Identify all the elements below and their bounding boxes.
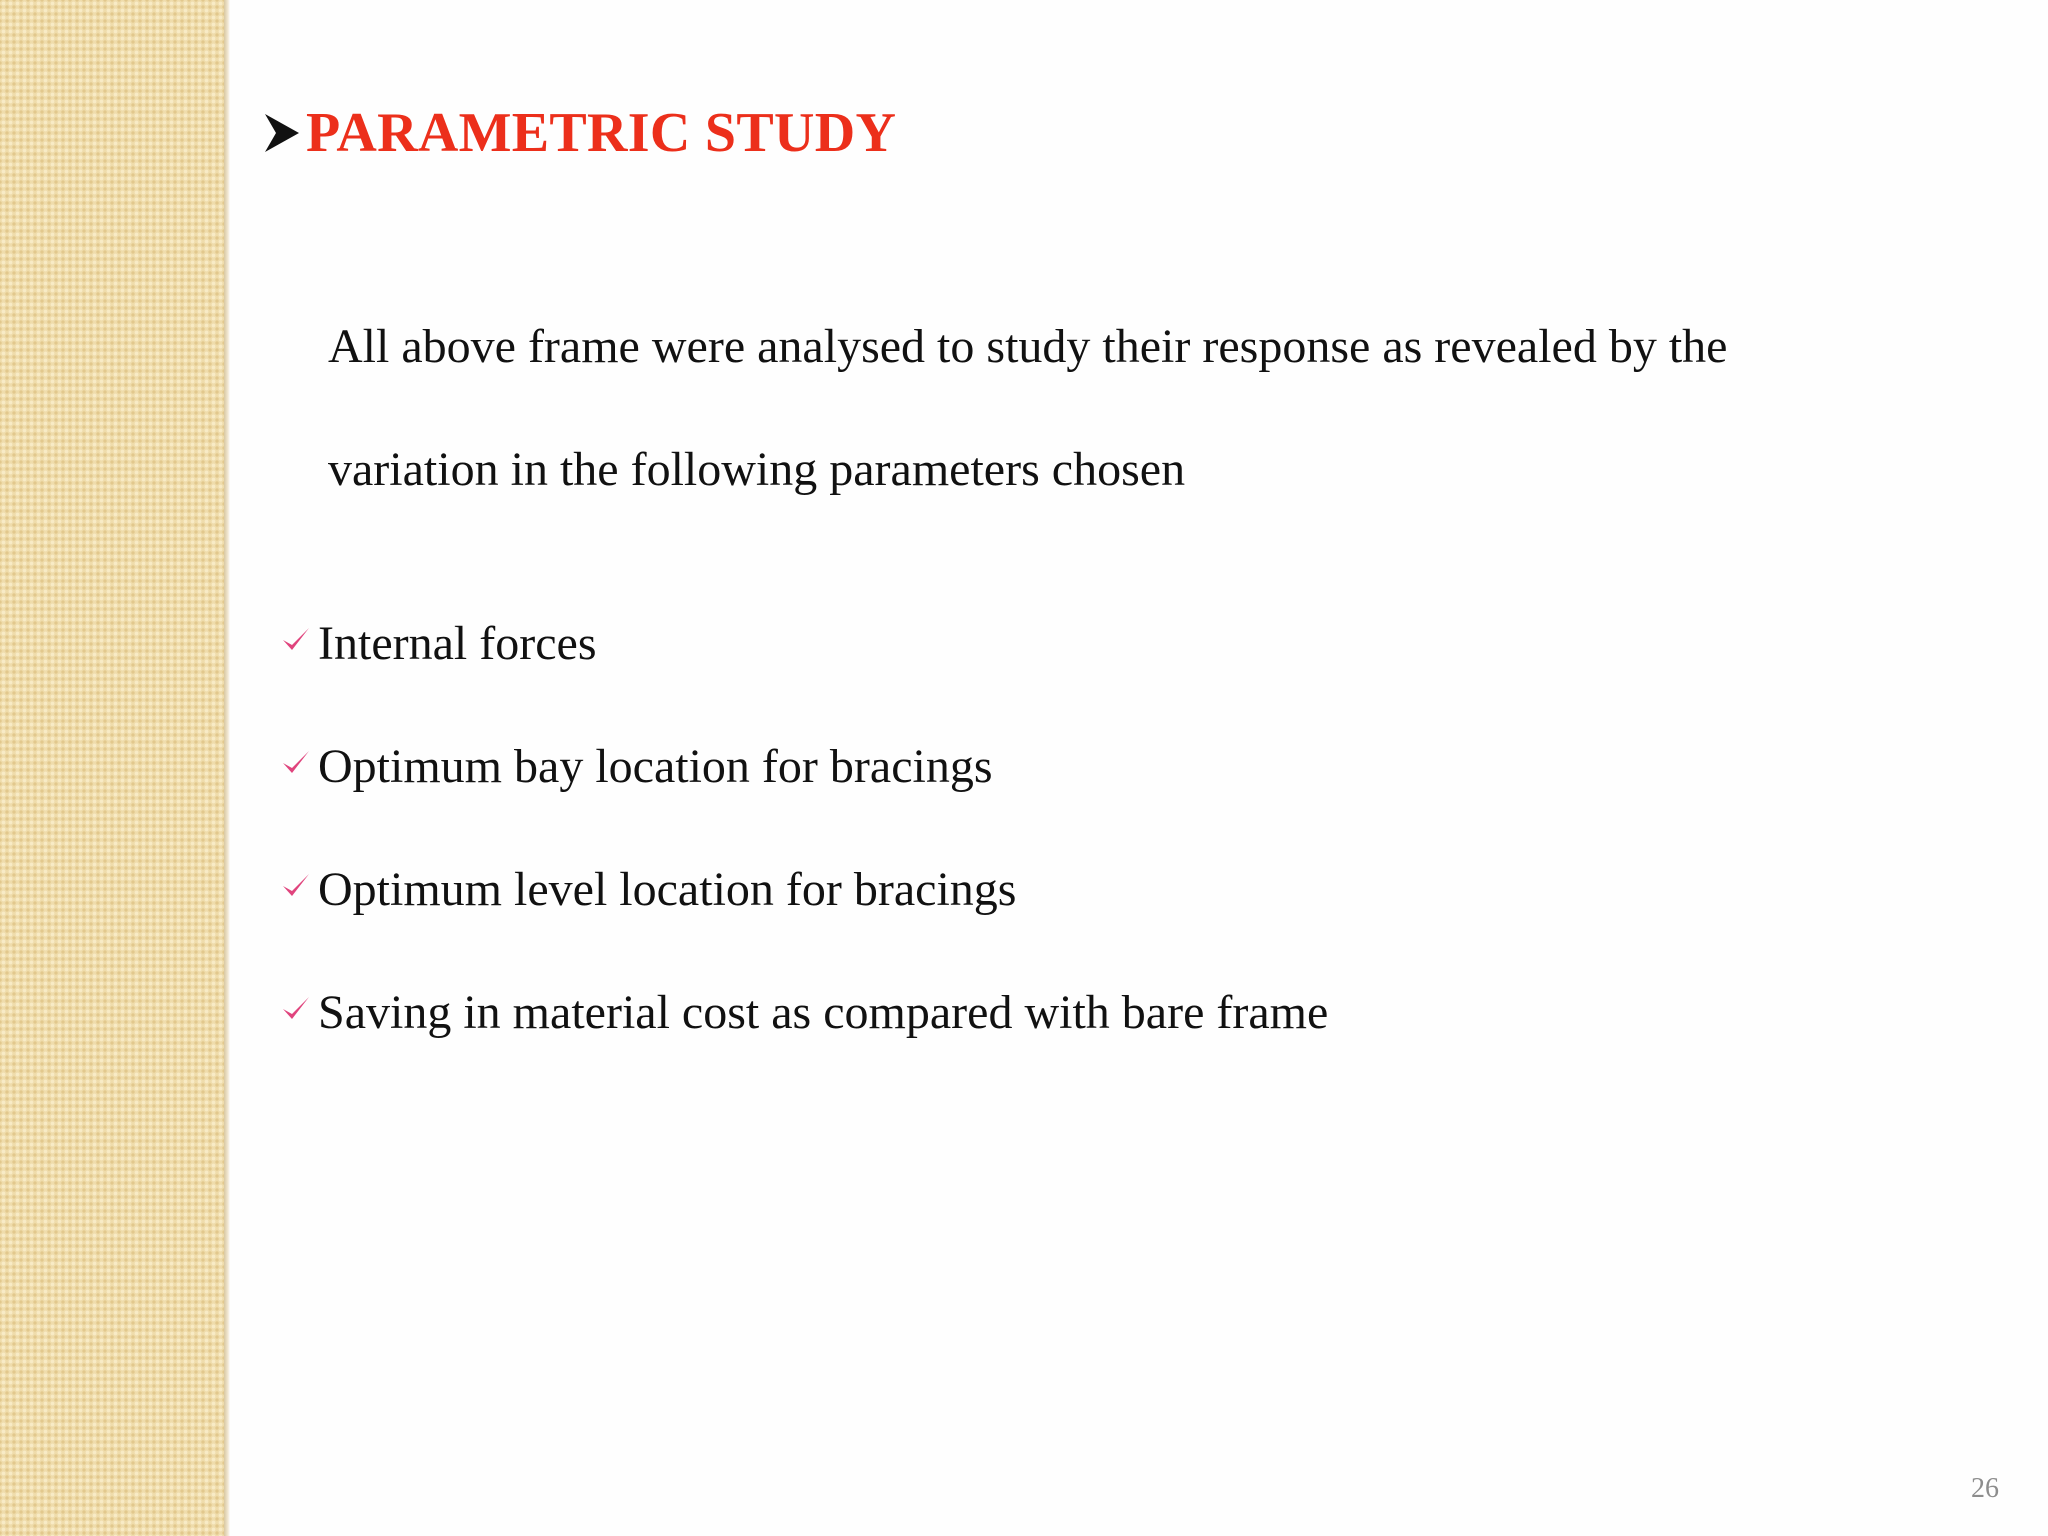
list-item	[278, 705, 1328, 828]
arrowhead-bullet-icon	[262, 110, 302, 156]
list-item-label: Internal forces	[318, 616, 597, 670]
list-item-label: Saving in material cost as compared with bare frame	[318, 985, 1329, 1039]
list-item	[278, 951, 1328, 1074]
parameter-list	[278, 582, 1328, 1074]
decorative-sidebar	[0, 0, 224, 1536]
slide-header	[262, 98, 896, 168]
list-item	[278, 828, 1328, 951]
intro-paragraph: All above frame were analysed to study their response as revealed by the variation in the following parameters chosen	[328, 320, 1728, 496]
checkmark-icon	[278, 868, 314, 904]
slide-title: PARAMETRIC STUDY	[306, 102, 897, 164]
list-item	[278, 582, 1328, 705]
sidebar-edge	[224, 0, 230, 1536]
list-item-label: Optimum level location for bracings	[318, 862, 1017, 916]
list-item-label: Optimum bay location for bracings	[318, 739, 993, 793]
checkmark-icon	[278, 991, 314, 1027]
checkmark-icon	[278, 745, 314, 781]
page-number: 26	[1971, 1473, 1999, 1504]
checkmark-icon	[278, 622, 314, 658]
